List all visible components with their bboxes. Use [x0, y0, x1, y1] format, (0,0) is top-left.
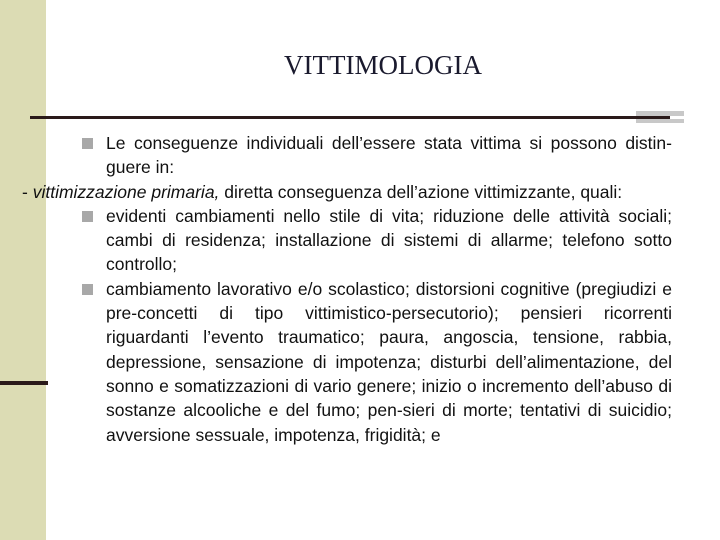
- list-item-text: evidenti cambiamenti nello stile di vita; riduzione delle attività sociali; cambi di residenza; installazione di sistemi di allarme; telefono sotto controllo;: [106, 205, 672, 275]
- slide-body: [22, 131, 672, 447]
- list-item: [80, 204, 672, 277]
- slide-title: VITTIMOLOGIA: [284, 50, 482, 80]
- emphasized-term: vittimizzazione primaria,: [32, 181, 220, 202]
- title-rule: [30, 116, 670, 119]
- dash-prefix: -: [22, 181, 33, 202]
- left-decorative-band: [0, 0, 46, 540]
- title-rule-accent-bottom: [636, 119, 684, 123]
- square-bullet-icon: [82, 284, 93, 295]
- dash-line-text: diretta conseguenza dell’azione vittimizzante, quali:: [219, 181, 623, 202]
- square-bullet-icon: [82, 211, 93, 222]
- list-item-text: Le conseguenze individuali dell’essere stata vittima si possono distin-guere in:: [106, 133, 672, 178]
- dash-line: [22, 180, 672, 204]
- list-item-text: cambiamento lavorativo e/o scolastico; distorsioni cognitive (pregiudizi e pre-concetti di tipo vittimistico-persecutorio); pensieri ricorrenti riguardanti l’evento traumatico; paura, angoscia, tensione, rabbia, depressione, sensazione di impotenza; disturbi dell’alimentazione, del sonno e somatizzazioni di vario genere; inizio o incremento dell’abuso di sostanze alcooliche e del fumo; pen-sieri di morte; tentativi di suicidio; avversione sessuale, impotenza, frigidità; e: [106, 278, 672, 445]
- list-item: [80, 131, 672, 180]
- square-bullet-icon: [82, 138, 93, 149]
- list-item: [80, 277, 672, 447]
- left-band-marker: [0, 381, 48, 385]
